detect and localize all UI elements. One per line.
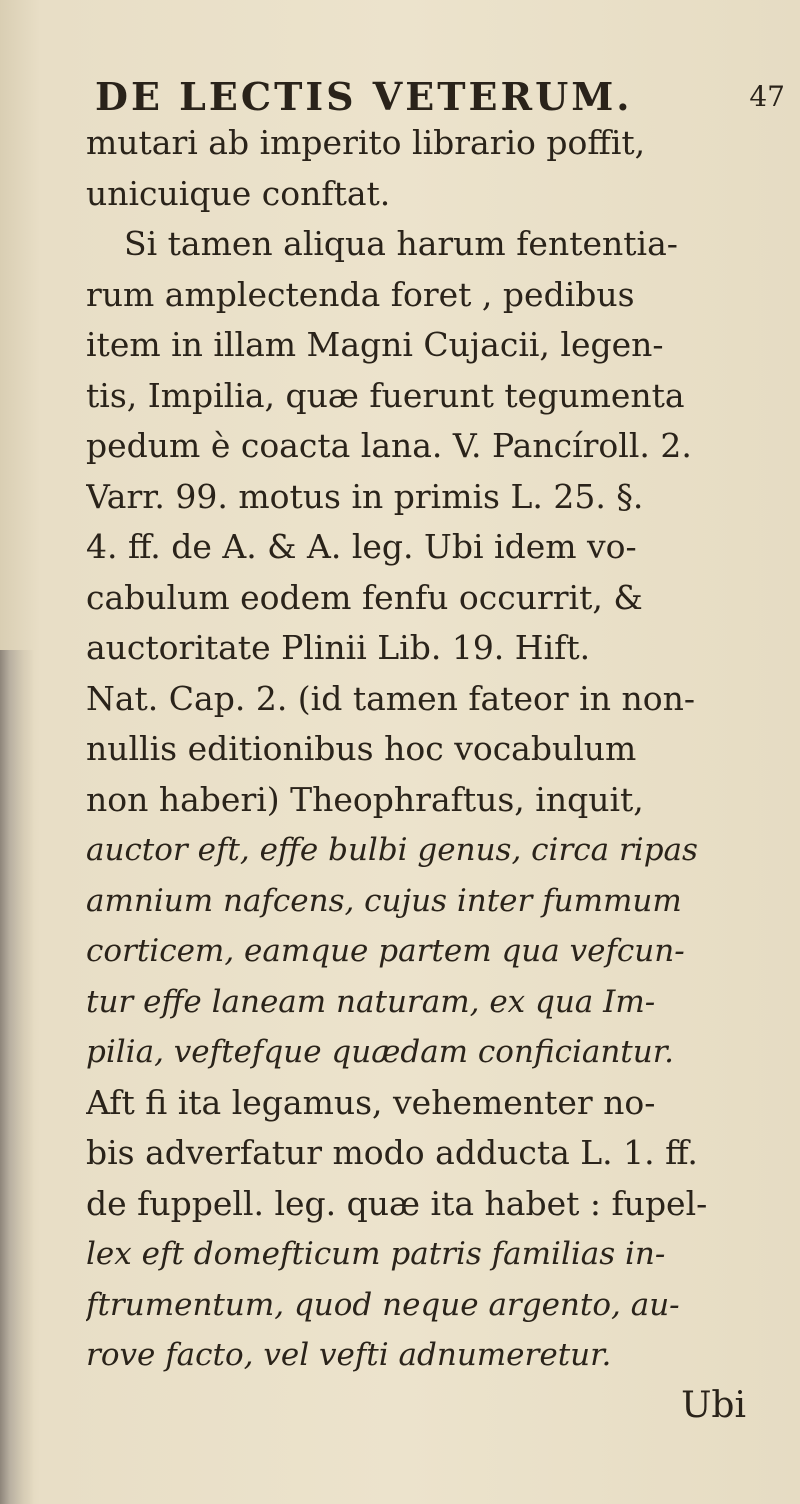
text-line: ftrumentum, quod neque argento, au- bbox=[86, 1286, 680, 1323]
running-title: DE LECTIS VETERUM. bbox=[95, 74, 633, 119]
text-line: item in illam Magni Cujacii, legen- bbox=[86, 325, 664, 364]
body-text bbox=[86, 118, 786, 1431]
text-line: rove facto, vel vefti adnumeretur. bbox=[86, 1337, 612, 1373]
text-line: pedum è coacta lana. V. Pancíroll. 2. bbox=[86, 426, 692, 465]
text-line: amnium nafcens, cujus inter fummum bbox=[86, 882, 682, 919]
catchword: Ubi bbox=[681, 1384, 746, 1426]
text-line: rum amplectenda foret , pedibus bbox=[86, 274, 635, 314]
text-line: tis, Impilia, quæ fuerunt tegumenta bbox=[86, 375, 685, 415]
text-line: Varr. 99. motus in primis L. 25. §. bbox=[86, 476, 644, 516]
text-line: Aft fi ita legamus, vehementer no- bbox=[86, 1082, 656, 1122]
text-line: lex eft domefticum patris familias in- bbox=[86, 1236, 666, 1272]
text-line: mutari ab imperito librario poffit, bbox=[86, 123, 646, 162]
text-line: tur effe laneam naturam, ex qua Im- bbox=[86, 983, 656, 1020]
text-line: unicuique conftat. bbox=[86, 173, 391, 213]
text-line: corticem, eamque partem qua vefcun- bbox=[86, 933, 685, 969]
text-line: de fuppell. leg. quæ ita habet : fupel- bbox=[86, 1183, 708, 1223]
text-line: non haberi) Theophraftus, inquit, bbox=[86, 779, 644, 819]
text-line: Si tamen aliqua harum fententia- bbox=[124, 224, 678, 263]
text-line: bis adverfatur modo adducta L. 1. ff. bbox=[86, 1133, 698, 1172]
text-line: Nat. Cap. 2. (id tamen fateor in non- bbox=[86, 678, 695, 718]
text-line: auctor eft, effe bulbi genus, circa ripas bbox=[86, 832, 698, 868]
text-line: cabulum eodem fenfu occurrit, & bbox=[86, 577, 643, 617]
binding-shadow bbox=[0, 650, 34, 1504]
text-line: nullis editionibus hoc vocabulum bbox=[86, 729, 637, 768]
text-line: 4. ff. de A. & A. leg. Ubi idem vo- bbox=[86, 527, 637, 566]
page-number: 47 bbox=[749, 80, 785, 113]
text-line: auctoritate Plinii Lib. 19. Hift. bbox=[86, 628, 591, 667]
text-line: pilia, veftefque quædam conficiantur. bbox=[86, 1034, 675, 1070]
